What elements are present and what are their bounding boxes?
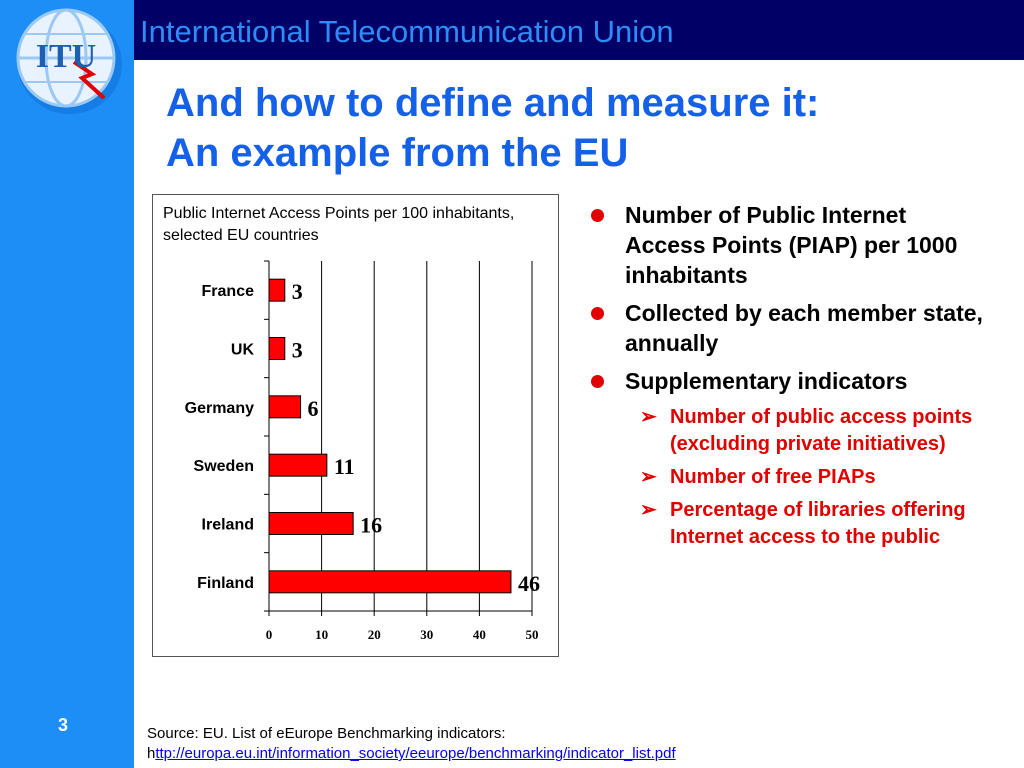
category-label: Finland xyxy=(197,574,254,592)
sub-bullet-text: Percentage of libraries offering Internet access to the public xyxy=(670,499,966,548)
bar-finland xyxy=(269,571,511,593)
category-label: France xyxy=(201,283,254,301)
sub-bullet-item xyxy=(588,497,988,551)
data-label: 3 xyxy=(291,279,303,305)
bar-france xyxy=(269,279,285,301)
data-label: 46 xyxy=(517,570,540,596)
source-note xyxy=(147,724,676,764)
source-link-lead: h xyxy=(147,745,156,762)
data-label: 16 xyxy=(360,512,383,538)
x-tick-label: 30 xyxy=(420,627,434,642)
page-number: 3 xyxy=(58,715,69,735)
x-tick-label: 0 xyxy=(265,627,273,642)
bar-sweden xyxy=(269,454,327,476)
bullet-list xyxy=(588,200,988,557)
bullet-text: Collected by each member state, annually xyxy=(625,300,983,356)
org-title: International Telecommunication Union xyxy=(140,14,674,49)
x-tick-label: 10 xyxy=(315,627,329,642)
bullet-dot-icon xyxy=(591,209,604,222)
bar-germany xyxy=(269,396,301,418)
category-label: Germany xyxy=(184,399,254,417)
x-tick-label: 20 xyxy=(367,627,381,642)
sub-bullet-item xyxy=(588,404,988,458)
bullet-item xyxy=(588,200,988,290)
bullet-dot-icon xyxy=(591,307,604,320)
x-tick-label: 40 xyxy=(472,627,486,642)
x-tick-label: 50 xyxy=(525,627,539,642)
slide-title-line-2: An example from the EU xyxy=(166,131,629,175)
sub-bullet-text: Number of public access points (excluding private initiatives) xyxy=(670,406,973,455)
data-label: 11 xyxy=(333,454,355,480)
logo-text: ITU xyxy=(35,38,97,75)
category-label: Sweden xyxy=(193,458,254,476)
bullet-text: Number of Public Internet Access Points (PIAP) per 1000 inhabitants xyxy=(625,202,958,288)
bar-ireland xyxy=(269,513,353,535)
data-label: 3 xyxy=(291,337,303,363)
source-prefix: Source: EU. List of eEurope Benchmarking indicators: xyxy=(147,725,506,742)
chart-title: Public Internet Access Points per 100 inhabitants, selected EU countries xyxy=(163,205,515,244)
sub-bullet-item xyxy=(588,464,988,491)
arrow-bullet-icon: ➢ xyxy=(640,406,657,428)
bullet-item xyxy=(588,298,988,358)
bullet-item xyxy=(588,366,988,396)
bullet-dot-icon xyxy=(591,375,604,388)
bullet-text: Supplementary indicators xyxy=(625,368,908,394)
chart-box xyxy=(152,194,559,657)
sub-bullet-text: Number of free PIAPs xyxy=(670,466,876,488)
category-label: Ireland xyxy=(201,516,254,534)
slide-title-line-1: And how to define and measure it: xyxy=(166,81,820,125)
source-link[interactable]: ttp://europa.eu.int/information_society/eeurope/benchmarking/indicator_list.pdf xyxy=(155,745,676,762)
data-label: 6 xyxy=(307,395,319,421)
bar-uk xyxy=(269,338,285,360)
arrow-bullet-icon: ➢ xyxy=(640,466,657,488)
slide-title xyxy=(166,78,819,178)
arrow-bullet-icon: ➢ xyxy=(640,499,657,521)
category-label: UK xyxy=(230,341,254,359)
itu-logo xyxy=(4,2,130,117)
bar-chart xyxy=(153,195,558,656)
